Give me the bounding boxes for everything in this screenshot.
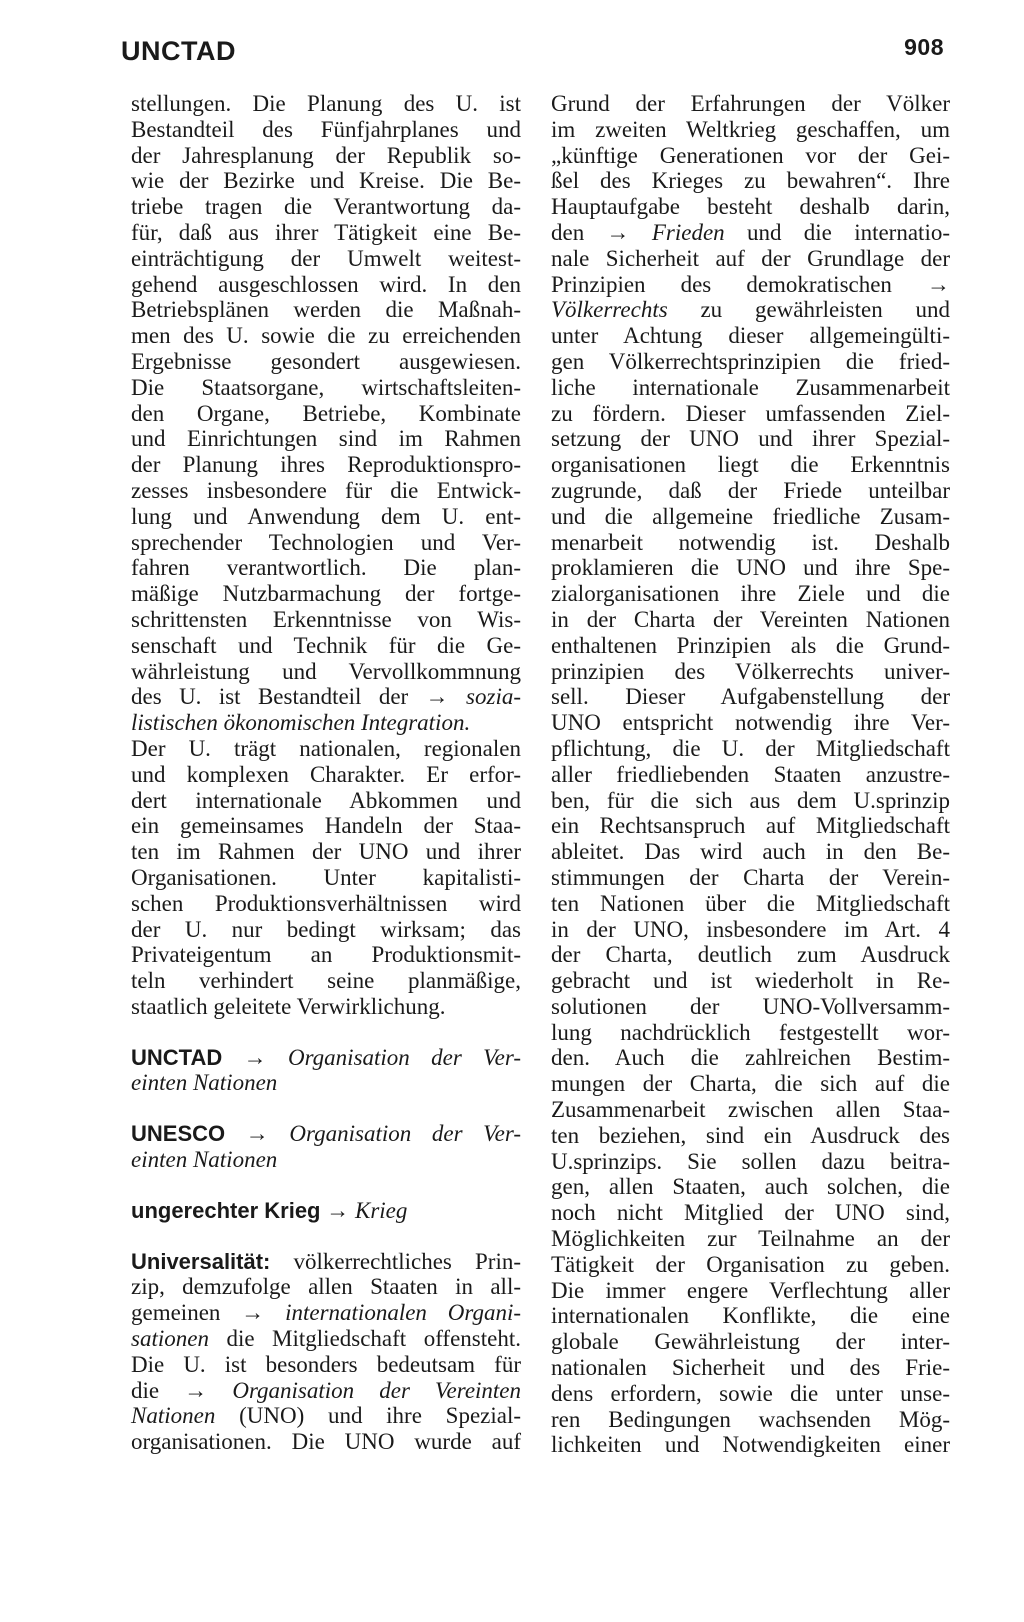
text-line: setzung der UNO und ihrer Spezial-: [551, 426, 950, 452]
text-line: [131, 710, 521, 736]
cross-reference-arrow: →: [241, 1300, 265, 1326]
cross-reference-link[interactable]: Frieden: [651, 219, 725, 245]
entry-keyword: Universalität:: [131, 1248, 271, 1274]
text-line: nale Sicherheit auf der Grundlage der: [551, 245, 950, 271]
text-line: lung und Anwendung dem U. ent-: [131, 503, 521, 529]
text-line: sell. Dieser Aufgabenstellung der: [551, 684, 950, 710]
text-line: zugrunde, daß der Friede unteilbar: [551, 477, 950, 503]
text-line: währleistung und Vervollkommnung: [131, 658, 521, 684]
text-line: Die U. ist besonders bedeutsam für: [131, 1351, 521, 1377]
entry-unesco: [131, 1121, 521, 1173]
text-line: ren Bedingungen wachsenden Mög-: [551, 1406, 950, 1432]
text-line: des U. ist Bestandteil der → sozia-: [131, 684, 521, 710]
text-line: noch nicht Mitglied der UNO sind,: [551, 1200, 950, 1226]
page-number: 908: [904, 34, 944, 60]
text-line: unter Achtung dieser allgemeingülti-: [551, 323, 950, 349]
text-line: in der UNO, insbesondere im Art. 4: [551, 916, 950, 942]
text-line: globale Gewährleistung der inter-: [551, 1329, 950, 1355]
cross-reference-arrow: →: [927, 271, 950, 297]
text-line: die → Organisation der Vereinten: [131, 1377, 522, 1403]
text-line: in der Charta der Vereinten Nationen: [551, 606, 950, 632]
text-line: dert internationale Abkommen und: [131, 787, 521, 813]
cross-reference-link[interactable]: einten Nationen: [131, 1070, 278, 1096]
cross-reference-arrow: →: [425, 684, 449, 710]
text-line: mäßige Nutzbarmachung der fortge-: [131, 581, 521, 607]
text-line: stimmungen der Charta der Verein-: [551, 864, 950, 890]
cross-reference-link[interactable]: internationalen Organi-: [285, 1300, 522, 1326]
cross-reference-arrow: →: [243, 1044, 267, 1070]
text-line: Prinzipien des demokratischen →: [551, 271, 950, 297]
text-line: lung nachdrücklich festgestellt wor-: [551, 1019, 950, 1045]
text-line: [131, 1121, 521, 1147]
cross-reference-link[interactable]: Organisation der Ver-: [287, 1044, 522, 1070]
text-line: dens erfordern, sowie die unter unse-: [551, 1380, 950, 1406]
text-line: staatlich geleitete Verwirklichung.: [131, 993, 446, 1019]
text-line: zialorganisationen ihre Ziele und die: [551, 581, 950, 607]
text-line: aller friedliebenden Staaten anzustre-: [551, 761, 950, 787]
text-line: zu fördern. Dieser umfassenden Ziel-: [551, 400, 950, 426]
text-line: ßel des Krieges zu bewahren“. Ihre: [551, 168, 950, 194]
text-line: gen, allen Staaten, auch solchen, die: [551, 1174, 950, 1200]
entry-ungerechter-krieg: [131, 1198, 521, 1224]
cross-reference-arrow: →: [606, 219, 630, 245]
text-line: enthaltenen Prinzipien als die Grund-: [551, 632, 950, 658]
cross-reference-link[interactable]: Nationen: [131, 1403, 216, 1429]
text-line: zesses insbesondere für die Entwick-: [131, 477, 521, 503]
text-line: [131, 1045, 521, 1071]
text-line: der Charta, deutlich zum Ausdruck: [551, 942, 950, 968]
text-line: und die allgemeine friedliche Zusam-: [551, 503, 950, 529]
text-line: sprechender Technologien und Ver-: [131, 529, 521, 555]
cross-reference-link[interactable]: einten Nationen: [131, 1147, 278, 1173]
text-line: den. Auch die zahlreichen Bestim-: [551, 1045, 950, 1071]
text-line: ein gemeinsames Handeln der Staa-: [131, 813, 521, 839]
text-line: wie der Bezirke und Kreise. Die Be-: [131, 168, 521, 194]
text-line: „künftige Generationen vor der Gei-: [551, 142, 950, 168]
text-line: U.sprinzips. Sie sollen dazu beitra-: [551, 1148, 950, 1174]
entry-keyword: UNCTAD: [131, 1044, 223, 1070]
cross-reference-link[interactable]: sationen: [131, 1326, 209, 1352]
text-line: triebe tragen die Verantwortung da-: [131, 194, 521, 220]
text-line: gemeinen → internationalen Organi-: [131, 1300, 522, 1326]
text-line: [131, 1070, 521, 1096]
text-line: stellungen. Die Planung des U. ist: [131, 91, 521, 116]
text-line: Die Staatsorgane, wirtschaftsleiten-: [131, 374, 521, 400]
text-line: organisationen. Die UNO wurde auf: [131, 1429, 521, 1455]
text-line: der U. nur bedingt wirksam; das: [131, 916, 521, 942]
cross-reference-arrow: →: [326, 1197, 350, 1223]
text-line: gehend ausgeschlossen wird. In den: [131, 271, 521, 297]
text-line: im zweiten Weltkrieg geschaffen, um: [551, 116, 950, 142]
text-line: senschaft und Technik für die Ge-: [131, 632, 521, 658]
text-line: ben, für die sich aus dem U.sprinzip: [551, 787, 950, 813]
text-line: Nationen (UNO) und ihre Spezial-: [131, 1403, 522, 1429]
text-line: sationen die Mitgliedschaft offensteht.: [131, 1326, 521, 1352]
text-line: Hauptaufgabe besteht deshalb darin,: [551, 194, 950, 220]
cross-reference-link[interactable]: Völkerrechts: [551, 297, 668, 323]
cross-reference-link[interactable]: Organisation der Vereinten: [232, 1377, 522, 1403]
text-line: Tätigkeit der Organisation zu geben.: [551, 1251, 950, 1277]
text-line: ten im Rahmen der UNO und ihrer: [131, 839, 521, 865]
cross-reference-arrow: →: [184, 1377, 208, 1403]
text-line: und komplexen Charakter. Er erfor-: [131, 761, 521, 787]
text-line: Privateigentum an Produktionsmit-: [131, 942, 521, 968]
text-line: ten Nationen über die Mitgliedschaft: [551, 890, 950, 916]
right-column: [551, 91, 950, 1458]
text-line: gebracht und ist wiederholt in Re-: [551, 968, 950, 994]
cross-reference-link[interactable]: Organisation der Ver-: [289, 1121, 522, 1147]
text-line: der Planung ihres Reproduktionspro-: [131, 452, 521, 478]
entry-keyword: ungerechter Krieg: [131, 1197, 321, 1223]
text-line: proklamieren die UNO und ihre Spe-: [551, 555, 950, 581]
text-line: [131, 1147, 521, 1173]
text-line: liche internationale Zusammenarbeit: [551, 374, 950, 400]
text-line: schen Produktionsverhältnissen wird: [131, 890, 521, 916]
text-line: Zusammenarbeit zwischen allen Staa-: [551, 1097, 950, 1123]
text-line: einträchtigung der Umwelt weitest-: [131, 245, 521, 271]
text-line: und Einrichtungen sind im Rahmen: [131, 426, 521, 452]
text-line: ein Rechtsanspruch auf Mitgliedschaft: [551, 813, 950, 839]
text-line: den Organe, Betriebe, Kombinate: [131, 400, 521, 426]
entry-continuation-2: [131, 736, 521, 1020]
text-line: menarbeit notwendig ist. Deshalb: [551, 529, 950, 555]
text-line: Organisationen. Unter kapitalisti-: [131, 864, 521, 890]
text-line: UNO entspricht notwendig ihre Ver-: [551, 710, 950, 736]
entry-universalitaet: [131, 1249, 521, 1455]
text-line: [131, 1198, 521, 1224]
cross-reference-link[interactable]: sozia-: [466, 684, 521, 710]
text-line: der Jahresplanung der Republik so-: [131, 142, 521, 168]
text-line: Universalität: völkerrechtliches Prin-: [131, 1248, 522, 1274]
cross-reference-link[interactable]: listischen ökonomischen Integration.: [131, 710, 471, 736]
text-line: Bestandteil des Fünfjahrplanes und: [131, 116, 521, 142]
text-line: für, daß aus ihrer Tätigkeit eine Be-: [131, 219, 521, 245]
text-line: schrittensten Erkenntnisse von Wis-: [131, 606, 521, 632]
text-line: Völkerrechts zu gewährleisten und: [551, 297, 950, 323]
text-line: nationalen Sicherheit und des Frie-: [551, 1355, 950, 1381]
entry-text-block: [551, 91, 950, 220]
text-line: pflichtung, die U. der Mitgliedschaft: [551, 735, 950, 761]
running-head-keyword: UNCTAD: [121, 36, 236, 66]
entry-continuation: [131, 91, 521, 684]
text-line: fahren verantwortlich. Die plan-: [131, 555, 521, 581]
text-line: organisationen liegt die Erkenntnis: [551, 452, 950, 478]
left-column: [131, 91, 521, 1455]
text-line: Der U. trägt nationalen, regionalen: [131, 735, 521, 761]
text-line: internationalen Konflikte, die eine: [551, 1303, 950, 1329]
text-line: men des U. sowie die zu erreichenden: [131, 323, 521, 349]
text-line: Ergebnisse gesondert ausgewiesen.: [131, 348, 521, 374]
text-line: Die immer engere Verflechtung aller: [551, 1277, 950, 1303]
text-line: Möglichkeiten zur Teilnahme an der: [551, 1226, 950, 1252]
text-line: solutionen der UNO-Vollversamm-: [551, 993, 950, 1019]
entry-keyword: UNESCO: [131, 1121, 226, 1147]
text-line: den → Frieden und die internatio-: [551, 219, 950, 245]
text-line: zip, demzufolge allen Staaten in all-: [131, 1274, 521, 1300]
text-line: gen Völkerrechtsprinzipien die fried-: [551, 348, 950, 374]
entry-text-block-2: [551, 323, 950, 1458]
text-line: Betriebsplänen werden die Maßnah-: [131, 297, 521, 323]
cross-reference-arrow: →: [245, 1121, 269, 1147]
text-line: teln verhindert seine planmäßige,: [131, 968, 521, 994]
entry-unctad: [131, 1045, 521, 1097]
text-line: ableitet. Das wird auch in den Be-: [551, 839, 950, 865]
text-line: ten beziehen, sind ein Ausdruck des: [551, 1122, 950, 1148]
text-line: mungen der Charta, die sich auf die: [551, 1071, 950, 1097]
text-line: prinzipien des Völkerrechts univer-: [551, 658, 950, 684]
text-line: lichkeiten und Notwendigkeiten einer: [551, 1432, 950, 1458]
text-line: Grund der Erfahrungen der Völker: [551, 91, 950, 116]
cross-reference-link[interactable]: Krieg: [355, 1197, 408, 1223]
